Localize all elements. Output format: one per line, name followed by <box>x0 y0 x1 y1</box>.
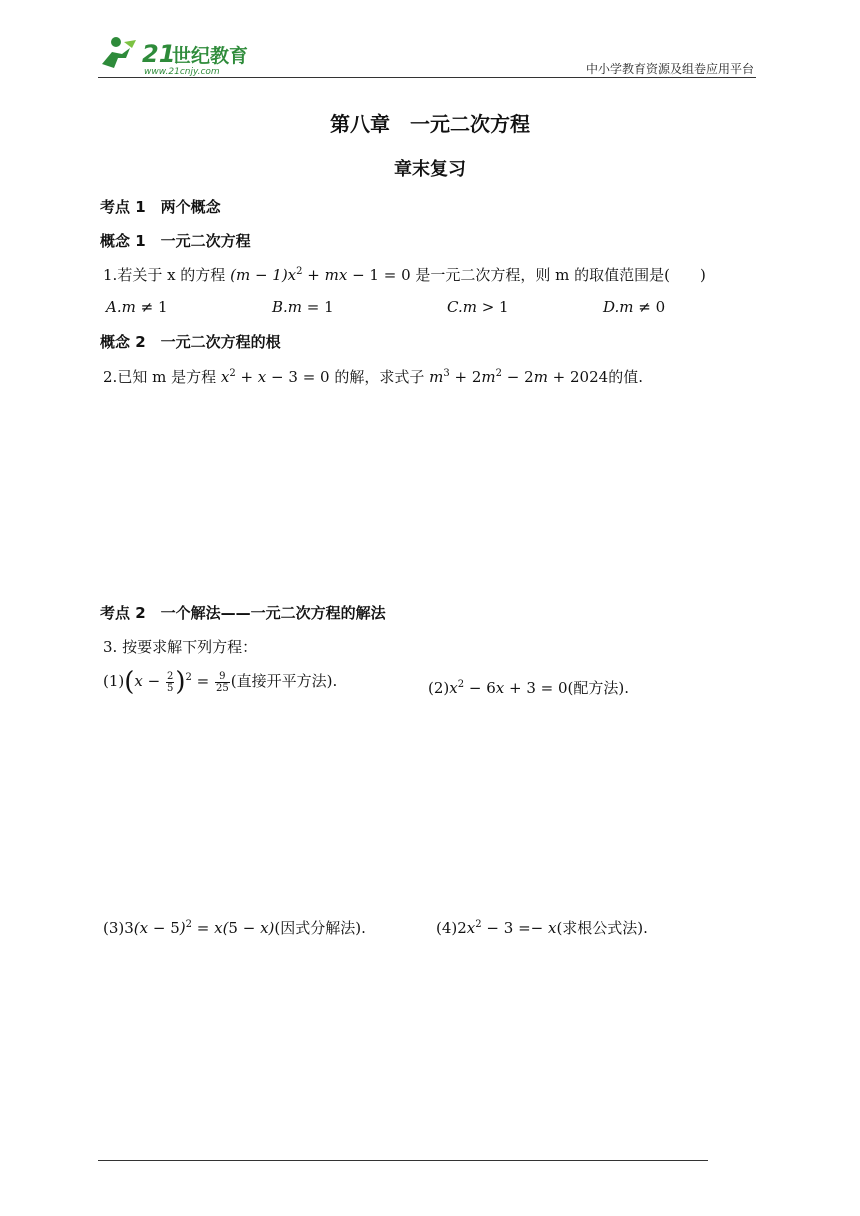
question-1-suffix: 是一元二次方程，则 m 的取值范围是( ) <box>415 266 706 284</box>
section-2-heading: 考点 2 一个解法——一元二次方程的解法 <box>100 604 386 622</box>
header-platform-text: 中小学教育资源及组卷应用平台 <box>585 62 754 76</box>
header-divider <box>98 77 756 78</box>
footer-divider <box>98 1160 708 1161</box>
svg-text:世纪教育: 世纪教育 <box>172 45 249 67</box>
chapter-title: 第八章 一元二次方程 <box>330 112 530 136</box>
runner-logo-icon <box>96 34 266 78</box>
part-2-equation: $x^2 - 6x + 3 = 0$ <box>449 679 568 697</box>
question-2-expression: $m^3 + 2m^2 - 2m + 2024$ <box>429 368 609 386</box>
part-3-method: (因式分解法). <box>274 919 366 937</box>
part-4-method: (求根公式法). <box>556 919 648 937</box>
concept-2-heading: 概念 2 一元二次方程的根 <box>100 333 281 351</box>
concept-1-heading: 概念 1 一元二次方程 <box>100 232 251 250</box>
question-3-part-1 <box>103 667 338 697</box>
question-2-equation: $x^2 + x - 3 = 0$ <box>220 368 330 386</box>
part-1-equation: (x − $\frac{2}{5}$ )$^2$ = $\frac{9}{25}$ <box>124 667 229 697</box>
question-3-part-2 <box>428 677 629 698</box>
option-d[interactable]: D.m ≠ 0 <box>603 298 666 316</box>
question-3-part-3 <box>103 917 366 938</box>
question-2-suffix: 的值. <box>608 368 643 386</box>
question-2 <box>103 366 643 387</box>
site-logo <box>96 34 266 78</box>
option-a[interactable]: A.m ≠ 1 <box>106 298 168 316</box>
svg-text:www.21cnjy.com: www.21cnjy.com <box>144 67 220 77</box>
question-3-part-4 <box>436 917 648 938</box>
svg-text:21: 21 <box>142 40 176 68</box>
question-2-middle: 的解，求式子 <box>334 368 425 386</box>
question-2-prefix: 已知 m 是方程 <box>117 368 217 386</box>
option-c[interactable]: C.m > 1 <box>447 298 509 316</box>
part-4-equation: $2x^2 - 3 =- x$ <box>457 919 557 937</box>
question-3-intro: 3. 按要求解下列方程： <box>103 638 258 656</box>
part-1-method: (直接开平方法). <box>230 672 338 690</box>
section-1-heading: 考点 1 两个概念 <box>100 198 221 216</box>
part-3-equation: $3(x - 5)^2 = x(5 - x)$ <box>124 919 275 937</box>
page-subtitle: 章末复习 <box>394 159 466 180</box>
question-1-prefix: 若关于 x 的方程 <box>117 266 226 284</box>
part-4-label: (4) <box>436 919 458 937</box>
question-1-equation: $(m - 1)x^2$ + mx − 1 = 0 <box>230 266 411 284</box>
part-1-label: (1) <box>103 672 125 690</box>
part-2-label: (2) <box>428 679 450 697</box>
part-2-method: (配方法). <box>567 679 630 697</box>
part-3-label: (3) <box>103 919 125 937</box>
question-2-number: 2. <box>103 368 118 386</box>
question-1-number: 1. <box>103 266 118 284</box>
option-b[interactable]: B.m = 1 <box>272 298 334 316</box>
question-1 <box>103 264 706 285</box>
